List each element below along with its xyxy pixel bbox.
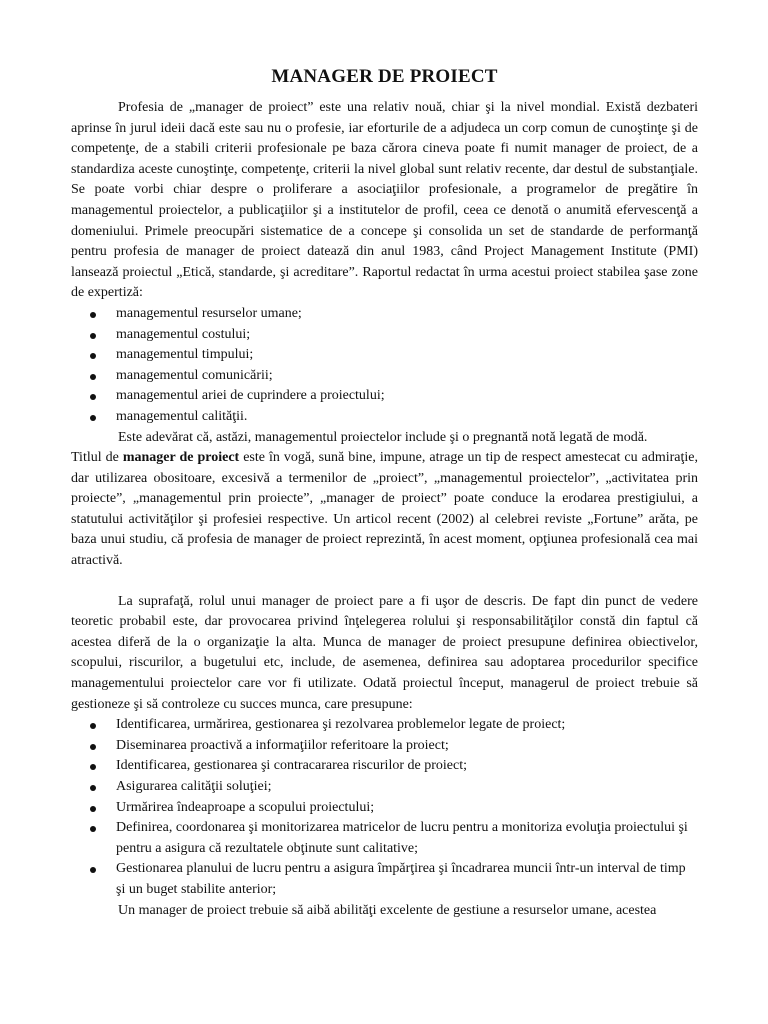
page-title: MANAGER DE PROIECT bbox=[271, 66, 498, 87]
list-item: Identificarea, urmărirea, gestionarea şi rezolvarea problemelor legate de proiect; bbox=[71, 715, 698, 736]
list-item: managementul comunicării; bbox=[71, 366, 698, 387]
list-item: Identificarea, gestionarea şi contracararea riscurilor de proiect; bbox=[71, 756, 698, 777]
role-paragraph: La suprafaţă, rolul unui manager de proiect pare a fi uşor de descris. De fapt din punct de vedere teoretic probabil este, dar provocarea privind înţelegerea rolului şi responsabilităţilor constă din faptul că acestea diferă de la o organizaţie la alta. Munca de manager de proiect presupune definirea obiectivelor, scopului, riscurilor, a bugetului etc, include, de asemenea, definirea sau adoptarea procedurilor specifice managementului proiectelor care vor fi utilizate. Odată proiectul început, managerul de proiect trebuie să gestioneze şi să controleze cu succes munca, care presupune: bbox=[71, 593, 698, 712]
bold-term: manager de proiect bbox=[122, 450, 240, 466]
expertise-list bbox=[71, 304, 698, 428]
list-item: managementul costului; bbox=[71, 325, 698, 346]
list-item: managementul timpului; bbox=[71, 345, 698, 366]
text-run: Titlul de bbox=[71, 450, 123, 466]
responsibilities-list bbox=[71, 715, 698, 900]
paragraph-spacer bbox=[71, 572, 698, 592]
list-item: Diseminarea proactivă a informaţiilor referitoare la proiect; bbox=[71, 736, 698, 757]
list-item: Gestionarea planului de lucru pentru a asigura împărţirea şi încadrarea muncii într-un interval de timp şi un buget stabilite anterior; bbox=[71, 859, 698, 900]
text-run: este în vogă, sună bine, impune, atrage un tip de respect amestecat cu admiraţie, dar utilizarea obositoare, excesivă a termenilor de „proiect”, „managementul proiectelor”, „activitatea prin proiecte”, „managementul prin proiecte”, „manager de proiect” poate conduce la erodarea prestigiului, a statutului activităţilor şi profesiei respective. Un articol recent (2002) al celebrei reviste „Fortune” arăta, pe baza unui studiu, că profesia de manager de proiect reprezintă, în acest moment, opţiunea profesională cea mai atractivă. bbox=[71, 450, 698, 569]
fashion-paragraph bbox=[71, 448, 698, 572]
closing-paragraph: Un manager de proiect trebuie să aibă abilităţi excelente de gestiune a resurselor umane, acestea bbox=[118, 902, 657, 918]
list-item: Urmărirea îndeaproape a scopului proiectului; bbox=[71, 798, 698, 819]
list-item: Definirea, coordonarea şi monitorizarea matricelor de lucru pentru a monitoriza evoluţia proiectului şi pentru a asigura că rezultatele obţinute sunt calitative; bbox=[71, 818, 698, 859]
list-item: managementul ariei de cuprindere a proiectului; bbox=[71, 386, 698, 407]
list-item: Asigurarea calităţii soluţiei; bbox=[71, 777, 698, 798]
document-page bbox=[71, 66, 698, 921]
list-item: managementul resurselor umane; bbox=[71, 304, 698, 325]
fashion-paragraph-line: Este adevărat că, astăzi, managementul proiectelor include şi o pregnantă notă legată de modă. bbox=[118, 429, 648, 445]
list-item: managementul calităţii. bbox=[71, 407, 698, 428]
intro-paragraph: Profesia de „manager de proiect” este una relativ nouă, chiar şi la nivel mondial. Există dezbateri aprinse în jurul ideii dacă este sau nu o profesie, iar eforturile de a adjudeca un corp comun de cunoştinţe şi de competenţe, de a stabili criterii profesionale pe baza cărora cineva poate fi numit manager de proiect, de a standardiza aceste cunoştinţe, competenţe, criterii la nivel global sunt relativ recente, dar destul de substanţiale. Se poate vorbi chiar despre o proliferare a asociaţiilor profesionale, a programelor de pregătire în managementul proiectelor, a publicaţiilor şi a institutelor de profil, ceea ce denotă o anumită efervescenţă a domeniului. Primele preocupări sistematice de a concepe şi consolida un set de standarde de performanţă pentru profesia de manager de proiect datează din anul 1983, când Project Management Institute (PMI) lansează proiectul „Etică, standarde, şi acreditare”. Raportul redactat în urma acestui proiect stabilea şase zone de expertiză: bbox=[71, 100, 698, 301]
